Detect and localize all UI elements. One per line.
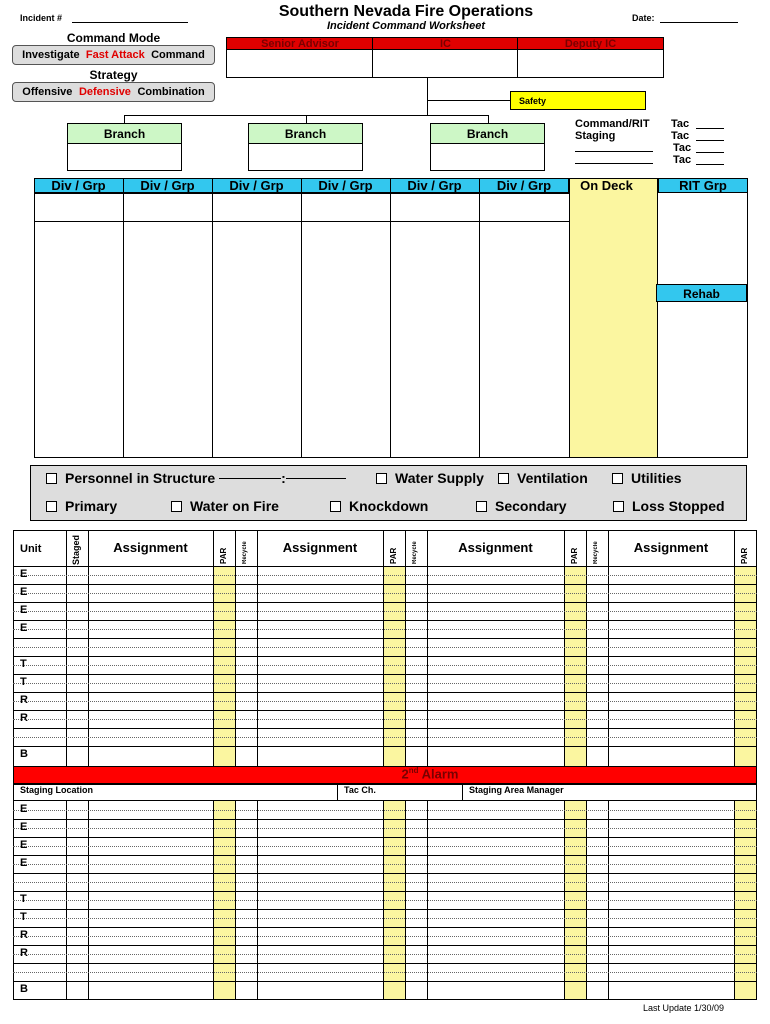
command-staff-table — [226, 37, 664, 78]
table-row-divider — [13, 963, 757, 964]
checkbox[interactable] — [46, 501, 57, 512]
branch-label: Branch — [68, 124, 181, 144]
table-row-divider — [13, 873, 757, 874]
mode-fast-attack[interactable]: Fast Attack — [85, 49, 145, 61]
checkbox[interactable] — [171, 501, 182, 512]
table-row-guide — [13, 611, 757, 612]
branch-box-3[interactable] — [430, 123, 545, 171]
staged-header: Staged — [71, 534, 81, 565]
table-row-divider — [13, 602, 757, 603]
date-label: Date: — [632, 13, 655, 23]
unit-header: Unit — [20, 543, 42, 555]
unit-row-label: E — [20, 586, 28, 598]
secondary-item[interactable]: Secondary — [476, 498, 567, 514]
utilities-item[interactable]: Utilities — [612, 470, 682, 486]
page-subtitle: Incident Command Worksheet — [326, 20, 486, 32]
checkbox[interactable] — [46, 473, 57, 484]
tac-label: Tac — [673, 142, 692, 154]
mode-investigate[interactable]: Investigate — [22, 49, 80, 61]
on-deck-header: On Deck — [580, 178, 633, 193]
strategy-selector[interactable] — [12, 82, 215, 102]
last-update: Last Update 1/30/09 — [643, 1003, 725, 1013]
primary-item[interactable]: Primary — [46, 498, 117, 514]
unit-row-label: E — [20, 857, 28, 869]
incident-number-field[interactable] — [72, 12, 188, 23]
rit-grp-header: RIT Grp — [679, 178, 727, 193]
checkbox[interactable] — [612, 473, 623, 484]
tac-ch-label: Tac Ch. — [344, 785, 376, 795]
table-row-guide — [13, 882, 757, 883]
table-row-guide — [13, 719, 757, 720]
table-row-guide — [13, 575, 757, 576]
branch-box-2[interactable] — [248, 123, 363, 171]
table-row-divider — [13, 620, 757, 621]
unit-row-label: R — [20, 947, 28, 959]
command-rit-label: Command/RIT — [575, 118, 650, 130]
table-row-divider — [13, 855, 757, 856]
table-row-guide — [13, 683, 757, 684]
unit-row-label: B — [20, 983, 28, 995]
date-field[interactable] — [660, 12, 738, 23]
tac-field[interactable] — [696, 130, 724, 141]
senior-advisor-header: Senior Advisor — [261, 38, 339, 50]
table-row-guide — [13, 810, 757, 811]
recycle-header: Recycle — [593, 541, 599, 564]
assignment-header: Assignment — [458, 540, 533, 555]
table-row-guide — [13, 647, 757, 648]
unit-row-label: R — [20, 712, 28, 724]
table-row-divider — [13, 746, 757, 747]
deputy-ic-header: Deputy IC — [564, 38, 617, 50]
table-row-guide — [13, 954, 757, 955]
table-row-guide — [13, 737, 757, 738]
tac-field[interactable] — [696, 118, 724, 129]
div-grp-header: Div / Grp — [229, 178, 284, 193]
div-grp-header: Div / Grp — [318, 178, 373, 193]
incident-label: Incident # — [20, 13, 63, 23]
water-on-fire-item[interactable]: Water on Fire — [171, 498, 279, 514]
safety-box[interactable]: Safety — [510, 91, 646, 110]
par-header: PAR — [570, 547, 579, 564]
unit-row-label: E — [20, 568, 28, 580]
div-grp-header: Div / Grp — [407, 178, 462, 193]
unit-row-label: E — [20, 803, 28, 815]
unit-row-label: E — [20, 622, 28, 634]
table-row-divider — [13, 638, 757, 639]
water-supply-item[interactable]: Water Supply — [376, 470, 484, 486]
checkbox[interactable] — [376, 473, 387, 484]
par-header: PAR — [219, 547, 228, 564]
staging-field-2[interactable] — [575, 152, 653, 164]
div-grp-header: Div / Grp — [496, 178, 552, 193]
recycle-header: Recycle — [242, 541, 248, 564]
table-row-guide — [13, 972, 757, 973]
table-row-divider — [13, 891, 757, 892]
table-row-guide — [13, 593, 757, 594]
assignment-header: Assignment — [113, 540, 188, 555]
table-row-guide — [13, 828, 757, 829]
unit-row-label: T — [20, 676, 27, 688]
table-row-guide — [13, 918, 757, 919]
table-row-guide — [13, 900, 757, 901]
div-grp-header: Div / Grp — [140, 178, 195, 193]
unit-row-label: T — [20, 893, 27, 905]
div-grp-header: Div / Grp — [51, 178, 106, 193]
table-row-guide — [13, 701, 757, 702]
ventilation-item[interactable]: Ventilation — [498, 470, 588, 486]
checkbox[interactable] — [330, 501, 341, 512]
staging-location-label: Staging Location — [20, 785, 93, 795]
unit-row-label: B — [20, 748, 28, 760]
table-row-divider — [13, 656, 757, 657]
strategy-offensive[interactable]: Offensive — [22, 86, 73, 98]
assignment-header: Assignment — [633, 540, 709, 555]
staging-field-1[interactable] — [575, 140, 653, 152]
table-row-divider — [13, 927, 757, 928]
tac-label: Tac — [671, 118, 690, 130]
par-header: PAR — [740, 547, 749, 564]
command-mode-label: Command Mode — [66, 31, 161, 45]
assignment-header: Assignment — [282, 540, 358, 555]
unit-row-label: T — [20, 658, 27, 670]
staging-area-manager-label: Staging Area Manager — [469, 785, 564, 795]
unit-row-label: E — [20, 604, 28, 616]
table-row-divider — [13, 819, 757, 820]
checkbox[interactable] — [476, 501, 487, 512]
checkbox[interactable] — [613, 501, 624, 512]
table-row-divider — [13, 710, 757, 711]
recycle-header: Recycle — [412, 541, 418, 564]
strategy-defensive[interactable]: Defensive — [78, 86, 131, 98]
par-header: PAR — [389, 547, 398, 564]
table-row-guide — [13, 846, 757, 847]
unit-row-label: R — [20, 694, 28, 706]
ic-header: IC — [440, 38, 451, 50]
tac-field[interactable] — [696, 142, 724, 153]
unit-row-label: T — [20, 911, 27, 923]
branch-label: Branch — [431, 124, 544, 144]
table-row-guide — [13, 864, 757, 865]
unit-row-label: E — [20, 821, 28, 833]
staging-label: Staging — [575, 130, 616, 142]
table-row-divider — [13, 674, 757, 675]
unit-row-label: R — [20, 929, 28, 941]
table-row-divider — [13, 692, 757, 693]
loss-stopped-item[interactable]: Loss Stopped — [613, 498, 725, 514]
second-alarm-header: 2nd Alarm — [401, 766, 459, 782]
table-row-divider — [13, 945, 757, 946]
mode-command[interactable]: Command — [151, 49, 205, 61]
table-row-guide — [13, 629, 757, 630]
tac-field[interactable] — [696, 154, 724, 165]
table-row-divider — [13, 728, 757, 729]
strategy-combination[interactable]: Combination — [137, 86, 205, 98]
table-row-divider — [13, 837, 757, 838]
unit-row-label: E — [20, 839, 28, 851]
strategy-label: Strategy — [89, 68, 138, 82]
branch-label: Branch — [249, 124, 362, 144]
table-row-guide — [13, 936, 757, 937]
branch-box-1[interactable] — [67, 123, 182, 171]
table-row-guide — [13, 665, 757, 666]
table-row-divider — [13, 584, 757, 585]
tac-label: Tac — [673, 154, 692, 166]
personnel-in-structure-item[interactable]: Personnel in Structure : — [46, 470, 346, 486]
page-title: Southern Nevada Fire Operations — [278, 3, 534, 20]
command-mode-selector[interactable] — [12, 45, 215, 65]
checkbox[interactable] — [498, 473, 509, 484]
table-row-divider — [13, 909, 757, 910]
knockdown-item[interactable]: Knockdown — [330, 498, 428, 514]
table-row-divider — [13, 981, 757, 982]
tac-label: Tac — [671, 130, 690, 142]
rehab-box[interactable]: Rehab — [656, 284, 747, 302]
